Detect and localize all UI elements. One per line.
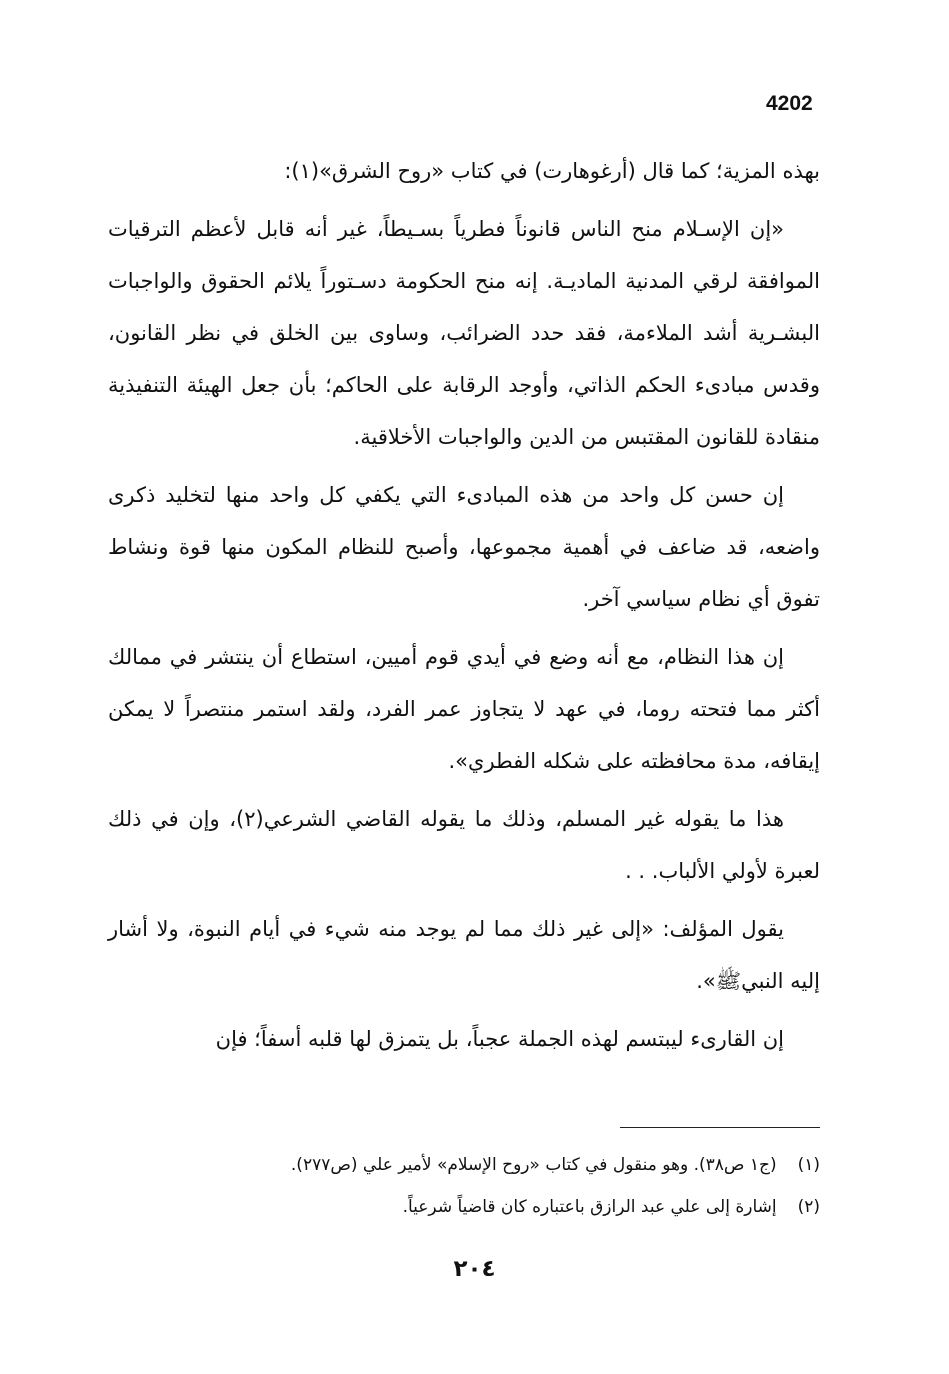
- footnote-text: (ج١ ص٣٨). وهو منقول في كتاب «روح الإسلام» لأمير علي (ص٢٧٧).: [290, 1155, 777, 1175]
- paragraph-reader: إن القارىء ليبتسم لهذه الجملة عجباً، بل يتمزق لها قلبه أسفاً؛ فإن: [215, 1027, 784, 1051]
- footnote-number: (٢): [797, 1197, 820, 1217]
- paragraph-quote: «إن الإسـلام منح الناس قانوناً فطرياً بسـيطاً، غير أنه قابل لأعظم الترقيات الموافقة لرقي المدنية الماديـة. إنه منح الحكومة دسـتوراً يلائم الحقوق والواجبات البشـرية أشد الملاءمة، فقد حدد الضرائب، وساوى بين الخلق في نظر القانون، وقدس مبادىء الحكم الذاتي، وأوجد الرقابة على الحاكم؛ بأن جعل الهيئة التنفيذية منقادة للقانون المقتبس من الدين والواجبات الأخلاقية.: [108, 217, 820, 449]
- paragraph-intro: بهذه المزية؛ كما قال (أرغوهارت) في كتاب «روح الشرق»(١):: [284, 159, 820, 183]
- footnote-1: [108, 1144, 820, 1186]
- footnote-text: إشارة إلى علي عبد الرازق باعتباره كان قاضياً شرعياً.: [402, 1197, 777, 1217]
- paragraph-system: إن هذا النظام، مع أنه وضع في أيدي قوم أميين، استطاع أن ينتشر في ممالك أكثر مما فتحته روما، في عهد لا يتجاوز عمر الفرد، ولقد استمر منتصراً لا يمكن إيقافه، مدة محافظته على شكله الفطري».: [108, 645, 820, 773]
- footnotes: [108, 1144, 820, 1228]
- paragraph-comment: هذا ما يقوله غير المسلم، وذلك ما يقوله القاضي الشرعي(٢)، وإن في ذلك لعبرة لأولي الألباب. . .: [108, 807, 820, 883]
- footnote-number: (١): [797, 1155, 820, 1175]
- footnote-divider: [620, 1127, 820, 1128]
- page-id: 4202: [766, 92, 813, 115]
- page-number: ٢٠٤: [453, 1256, 496, 1282]
- paragraph-principles: إن حسن كل واحد من هذه المبادىء التي يكفي كل واحد منها لتخليد ذكرى واضعه، قد ضاعف في أهمية مجموعها، وأصبح للنظام المكون منها قوة ونشاط تفوق أي نظام سياسي آخر.: [108, 483, 820, 611]
- footnote-2: [108, 1186, 820, 1228]
- body-text: [108, 145, 820, 1071]
- paragraph-author-says: يقول المؤلف: «إلى غير ذلك مما لم يوجد منه شيء في أيام النبوة، ولا أشار إليه النبيﷺ».: [108, 917, 820, 993]
